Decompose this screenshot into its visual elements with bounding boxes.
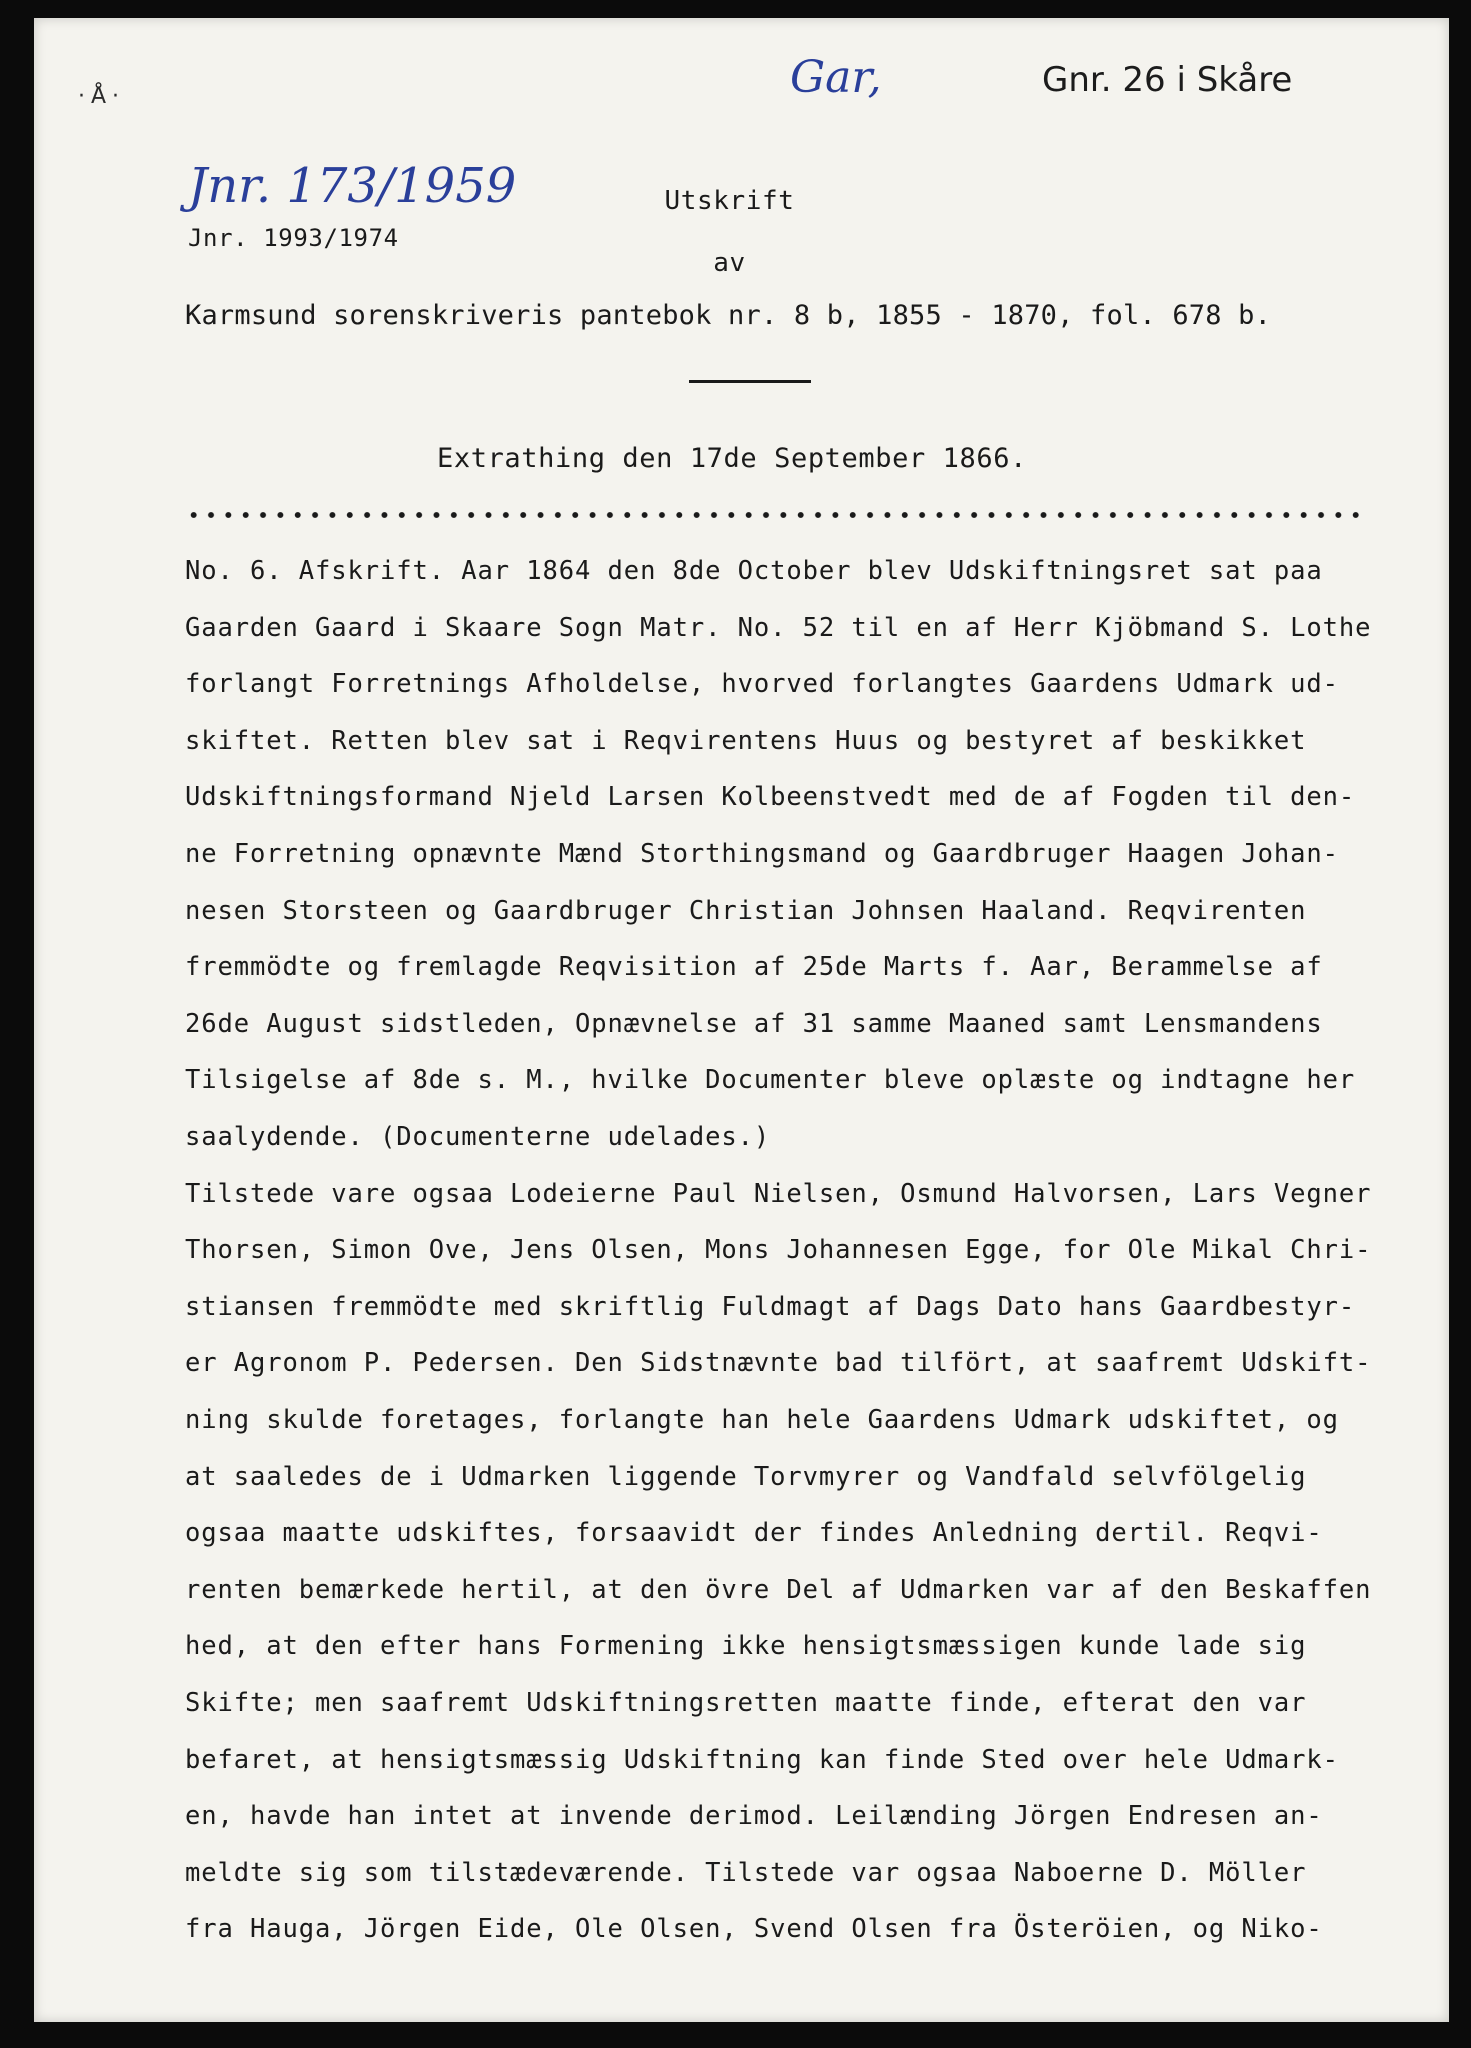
text-line: nesen Storsteen og Gaardbruger Christian Johnsen Haaland. Reqvirenten <box>185 895 1307 926</box>
text-line: en, havde han intet at invende derimod. Leilænding Jörgen Endresen an- <box>185 1801 1323 1832</box>
text-line: befaret, at hensigtsmæssig Udskiftning kan finde Sted over hele Udmark- <box>185 1744 1339 1775</box>
text-line: fra Hauga, Jörgen Eide, Ole Olsen, Svend Olsen fra Österöien, og Niko- <box>185 1914 1323 1945</box>
text-line: 26de August sidstleden, Opnævnelse af 31 samme Maaned samt Lensmandens <box>185 1008 1323 1039</box>
text-line: No. 6. Afskrift. Aar 1864 den 8de October blev Udskiftningsret sat paa <box>185 556 1323 586</box>
handwritten-gar-note: Gar, <box>790 52 882 103</box>
dotted-separator <box>185 508 1365 522</box>
text-line: er Agronom P. Pedersen. Den Sidstnævnte bad tilfört, at saafremt Udskift- <box>185 1348 1372 1379</box>
handwritten-journal-number: Jnr. 173/1959 <box>188 158 517 214</box>
text-line: Tilsigelse af 8de s. M., hvilke Documenter bleve oplæste og indtagne her <box>185 1065 1356 1096</box>
text-line: hed, at den efter hans Formening ikke hensigtsmæssigen kunde lade sig <box>185 1631 1307 1662</box>
text-line: fremmödte og fremlagde Reqvisition af 25de Marts f. Aar, Berammelse af <box>185 952 1323 983</box>
text-line: ogsaa maatte udskiftes, forsaavidt der findes Anledning dertil. Reqvi- <box>185 1518 1323 1549</box>
text-line: Udskiftningsformand Njeld Larsen Kolbeenstvedt med de af Fogden til den- <box>185 782 1356 813</box>
ink-stamp-mark: ·Å· <box>78 84 126 109</box>
text-line: at saaledes de i Udmarken liggende Torvmyrer og Vandfald selvfölgelig <box>185 1461 1307 1492</box>
title-divider <box>689 380 811 383</box>
text-line: Thorsen, Simon Ove, Jens Olsen, Mons Johannesen Egge, for Ole Mikal Chri- <box>185 1235 1372 1266</box>
text-line: ne Forretning opnævnte Mænd Storthingsmand og Gaardbruger Haagen Johan- <box>185 839 1339 869</box>
document-title-av: av <box>713 248 746 278</box>
text-line: Skifte; men saafremt Udskiftningsretten maatte finde, efterat den var <box>185 1688 1307 1718</box>
text-line: ning skulde foretages, forlangte han hele Gaardens Udmark udskiftet, og <box>185 1405 1339 1435</box>
journal-number: Jnr. 1993/1974 <box>188 224 399 252</box>
handwritten-farm-reference: Gnr. 26 i Skåre <box>1042 60 1293 100</box>
text-line: forlangt Forretnings Afholdelse, hvorved forlangtes Gaardens Udmark ud- <box>185 669 1339 700</box>
source-reference: Karmsund sorenskriveris pantebok nr. 8 b, 1855 - 1870, fol. 678 b. <box>185 300 1272 331</box>
text-line: Gaarden Gaard i Skaare Sogn Matr. No. 52 til en af Herr Kjöbmand S. Lothe <box>185 612 1372 643</box>
text-line: Tilstede vare ogsaa Lodeierne Paul Nielsen, Osmund Halvorsen, Lars Vegner <box>185 1178 1372 1209</box>
text-line: saalydende. (Documenterne udelades.) <box>185 1122 771 1152</box>
text-line: stiansen fremmödte med skriftlig Fuldmagt af Dags Dato hans Gaardbestyr- <box>185 1291 1356 1322</box>
text-line: renten bemærkede hertil, at den övre Del af Udmarken var af den Beskaffen <box>185 1574 1372 1605</box>
document-title: Utskrift <box>664 186 795 216</box>
text-line: skiftet. Retten blev sat i Reqvirentens Huus og bestyret af beskikket <box>185 725 1307 756</box>
session-heading: Extrathing den 17de September 1866. <box>437 443 1027 474</box>
text-line: meldte sig som tilstædeværende. Tilstede var ogsaa Naboerne D. Möller <box>185 1857 1307 1888</box>
